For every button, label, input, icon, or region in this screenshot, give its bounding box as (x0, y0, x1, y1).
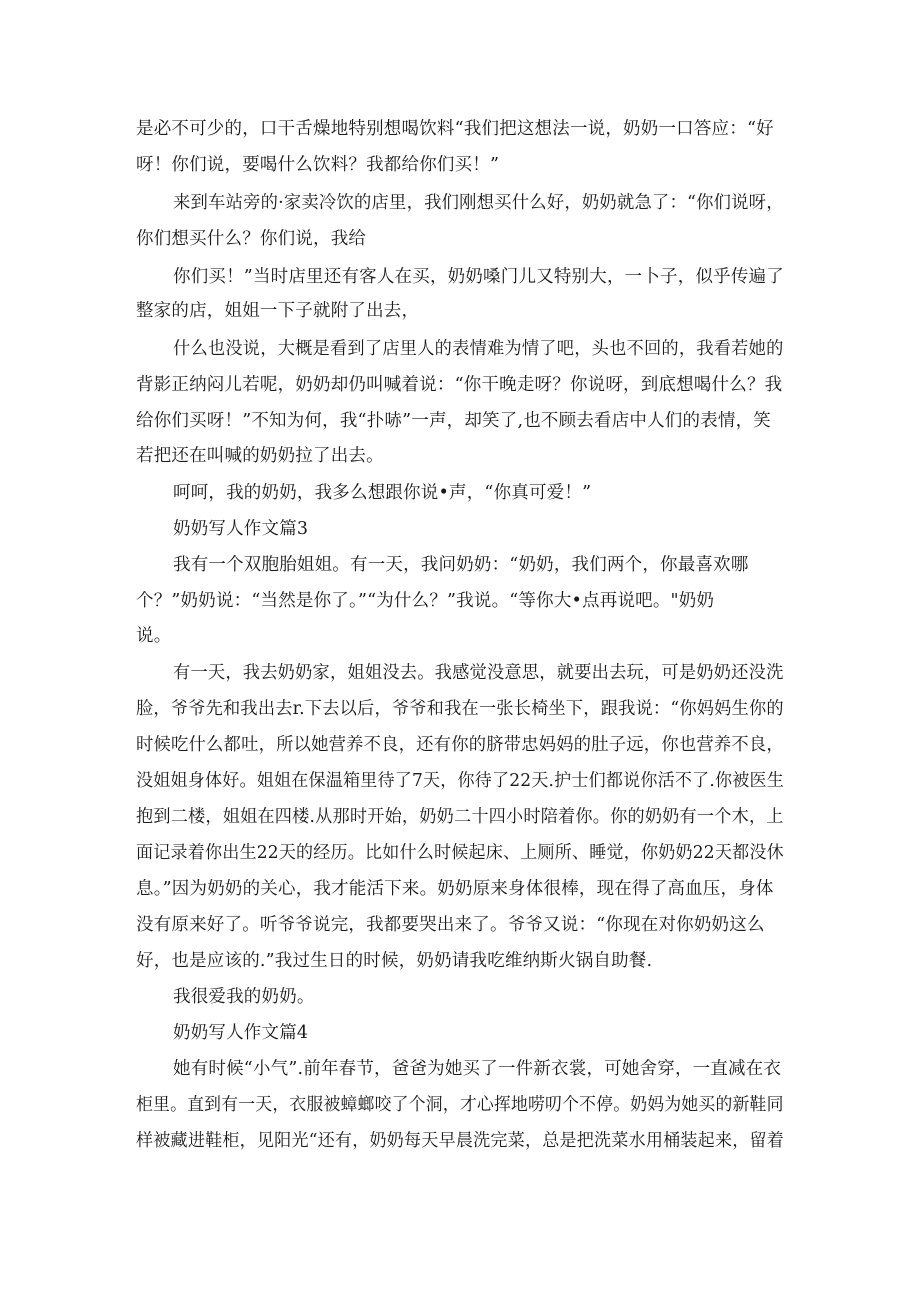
text-line: 个？”奶奶说：“当然是你了。”“为什么？”我说。“等你大•点再说吧。"奶奶 (136, 591, 715, 611)
text-line: 呀！你们说，要喝什么饮料？我都给你们买！” (136, 155, 500, 175)
text-line: 柜里。直到有一天，衣服被蟑螂咬了个洞，才心挥地唠叨个不停。奶妈为她买的新鞋同 (136, 1095, 784, 1115)
text-line: 什么也没说，大概是看到了店里人的表情难为情了吧，头也不回的，我看若她的 (173, 339, 784, 359)
text-line: 给你们买呀！”不知为何，我“扑哧”一声，却笑了,也不顾去看店中人们的表情，笑 (136, 411, 771, 431)
text-line: 是必不可少的，口干舌燥地特别想喝饮料“我们把这想法一说，奶奶一口答应：“好 (136, 119, 774, 139)
text-line: 背影正纳闷儿若呢，奶奶却仍叫喊着说：“你干晚走呀？你说呀，到底想喝什么？我 (136, 375, 783, 395)
text-line: 脸，爷爷先和我出去r.下去以后，爷爷和我在一张长椅坐下，跟我说：“你妈妈生你的 (136, 699, 784, 719)
text-line: 时候吃什么都吐，所以她营养不良，还有你的脐带忠妈妈的肚子远，你也营养不良， (136, 735, 784, 755)
text-line: 没有原来好了。听爷爷说完，我都要哭出来了。爷爷又说：“你现在对你奶奶这么 (136, 915, 765, 935)
text-line: 她有时候“小气”.前年春节，爸爸为她买了一件新衣裳，可她舍穿，一直减在衣 (173, 1059, 782, 1079)
text-line: 样被藏进鞋柜，见阳光“还有，奶奶每天早晨洗完菜，总是把洗菜水用桶装起来，留着 (136, 1131, 785, 1151)
text-line: 我有一个双胞胎姐姐。有一天，我问奶奶：“奶奶，我们两个，你最喜欢哪 (173, 555, 749, 575)
text-line: 你们想买什么？你们说，我给 (136, 229, 367, 249)
text-line: 来到车站旁的·家卖冷饮的店里，我们刚想买什么好，奶奶就急了：“你们说呀， (173, 193, 784, 213)
text-line: 好，也是应该的.”我过生日的时候，奶奶请我吃维纳斯火锅自助餐. (136, 951, 653, 971)
text-line: 息。”因为奶奶的关心，我才能活下来。奶奶原来身体很棒，现在得了高血压，身体 (136, 879, 774, 899)
text-line: 你们买！”当时店里还有客人在买，奶奶嗓门儿又特别大，一卜子，似乎传遍了 (173, 267, 784, 287)
text-line: 呵呵，我的奶奶，我多么想跟你说•声，“你真可爱！” (173, 483, 592, 503)
text-line: 面记录着你出生22天的经历。比如什么时候起床、上厕所、睡觉，你奶奶22天都没休 (136, 843, 784, 863)
section-heading: 奶奶写人作文篇3 (173, 519, 309, 539)
text-line: 说。 (136, 626, 172, 646)
section-heading: 奶奶写人作文篇4 (173, 1023, 309, 1043)
text-line: 我很爱我的奶奶。 (173, 987, 315, 1007)
text-line: 抱到二楼，姐姐在四楼.从那时开始，奶奶二十四小时陪着你。你的奶奶有一个木，上 (136, 807, 784, 827)
text-line: 整家的店，姐姐一下子就附了出去， (136, 301, 420, 321)
text-line: 有一天，我去奶奶家，姐姐没去。我感觉没意思，就要出去玩，可是奶奶还没洗 (173, 663, 784, 683)
text-line: 没姐姐身体好。姐姐在保温箱里待了7天，你待了22天.护士们都说你活不了.你被医生 (136, 771, 785, 791)
text-line: 若把还在叫喊的奶奶拉了出去。 (136, 446, 384, 466)
